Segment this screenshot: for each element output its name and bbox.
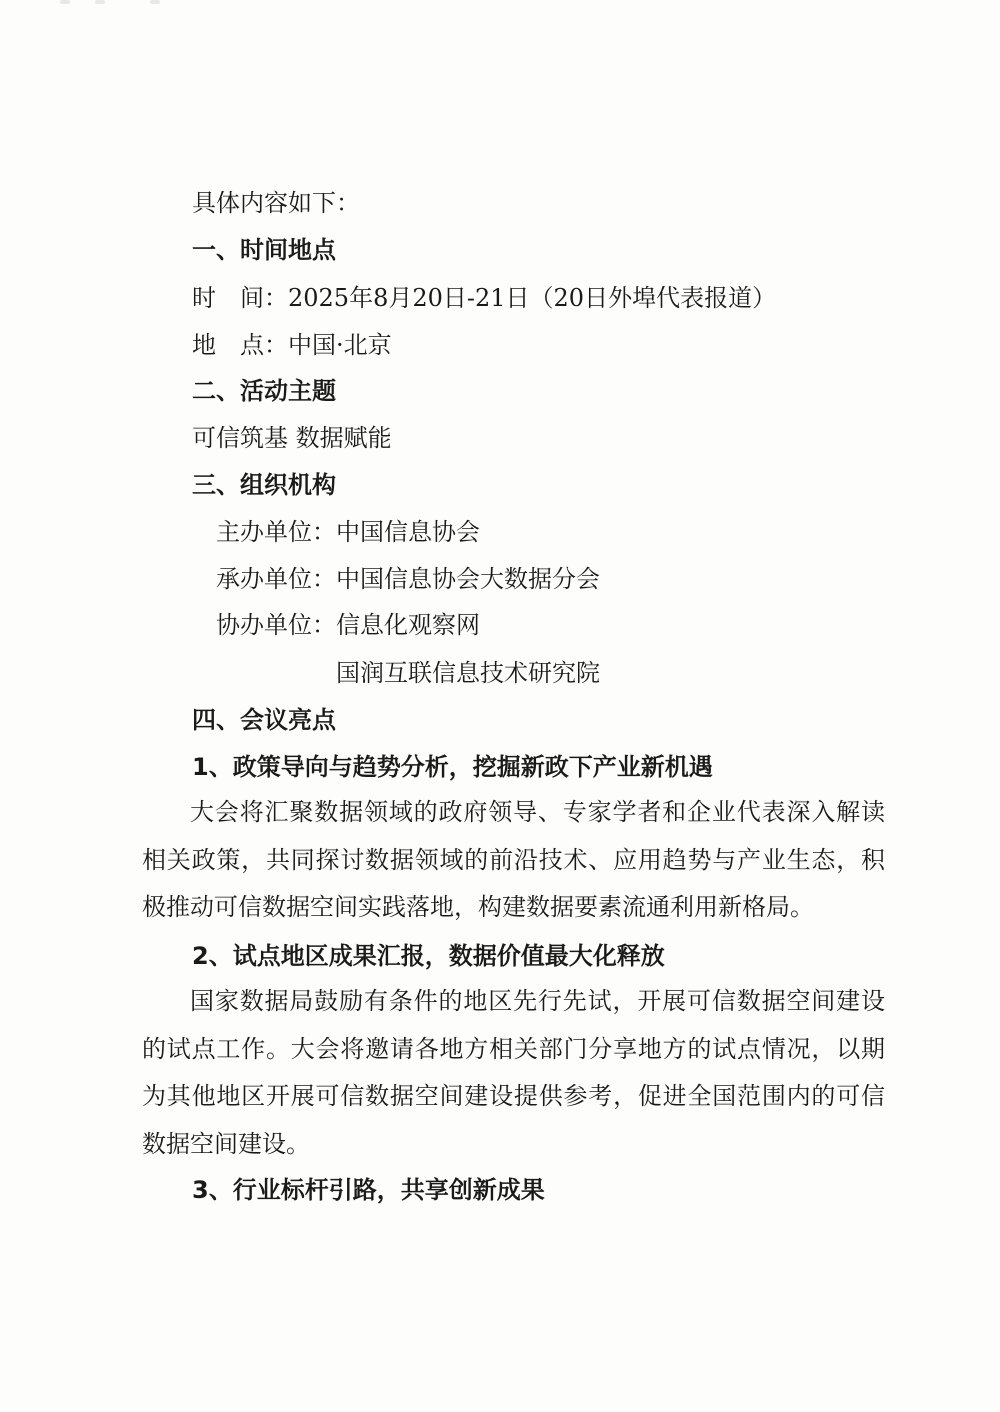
organizer-value: 中国信息协会大数据分会 <box>336 565 600 593</box>
highlight-1-title: 1、政策导向与趋势分析，挖掘新政下产业新机遇 <box>192 753 713 781</box>
section-heading-theme: 二、活动主题 <box>192 377 336 405</box>
scan-artifact <box>60 0 70 4</box>
time-line <box>192 283 776 314</box>
time-value: 2025年8月20日-21日（20日外埠代表报道） <box>288 284 777 312</box>
organizer-line <box>216 564 600 595</box>
co-organizer-value-1: 信息化观察网 <box>336 611 480 639</box>
section-heading-organization: 三、组织机构 <box>192 471 336 499</box>
highlight-2-title: 2、试点地区成果汇报，数据价值最大化释放 <box>192 942 665 970</box>
highlight-3-title: 3、行业标杆引路，共享创新成果 <box>192 1176 545 1204</box>
intro-text: 具体内容如下： <box>192 189 360 217</box>
host-line <box>216 517 480 548</box>
place-value: 中国·北京 <box>288 331 392 359</box>
co-organizer-line <box>216 610 480 641</box>
place-label: 地 点： <box>192 331 288 359</box>
theme-text: 可信筑基 数据赋能 <box>192 424 392 452</box>
section-heading-time-place: 一、时间地点 <box>192 236 336 264</box>
highlight-2-body: 国家数据局鼓励有条件的地区先行先试，开展可信数据空间建设的试点工作。大会将邀请各地方相关部门分享地方的试点情况，以期为其他地区开展可信数据空间建设提供参考，促进全国范围内的可信数据空间建设。 <box>142 987 885 1158</box>
co-organizer-label: 协办单位： <box>216 611 336 639</box>
section-heading-highlights: 四、会议亮点 <box>192 706 336 734</box>
highlight-1-body: 大会将汇聚数据领域的政府领导、专家学者和企业代表深入解读相关政策，共同探讨数据领域的前沿技术、应用趋势与产业生态，积极推动可信数据空间实践落地，构建数据要素流通利用新格局。 <box>142 798 885 921</box>
co-organizer-value-2: 国润互联信息技术研究院 <box>336 659 600 687</box>
host-value: 中国信息协会 <box>336 518 480 546</box>
place-line <box>192 330 392 361</box>
scan-artifact <box>150 0 160 4</box>
time-label: 时 间： <box>192 284 288 312</box>
host-label: 主办单位： <box>216 518 336 546</box>
scan-artifact <box>95 0 105 4</box>
organizer-label: 承办单位： <box>216 565 336 593</box>
